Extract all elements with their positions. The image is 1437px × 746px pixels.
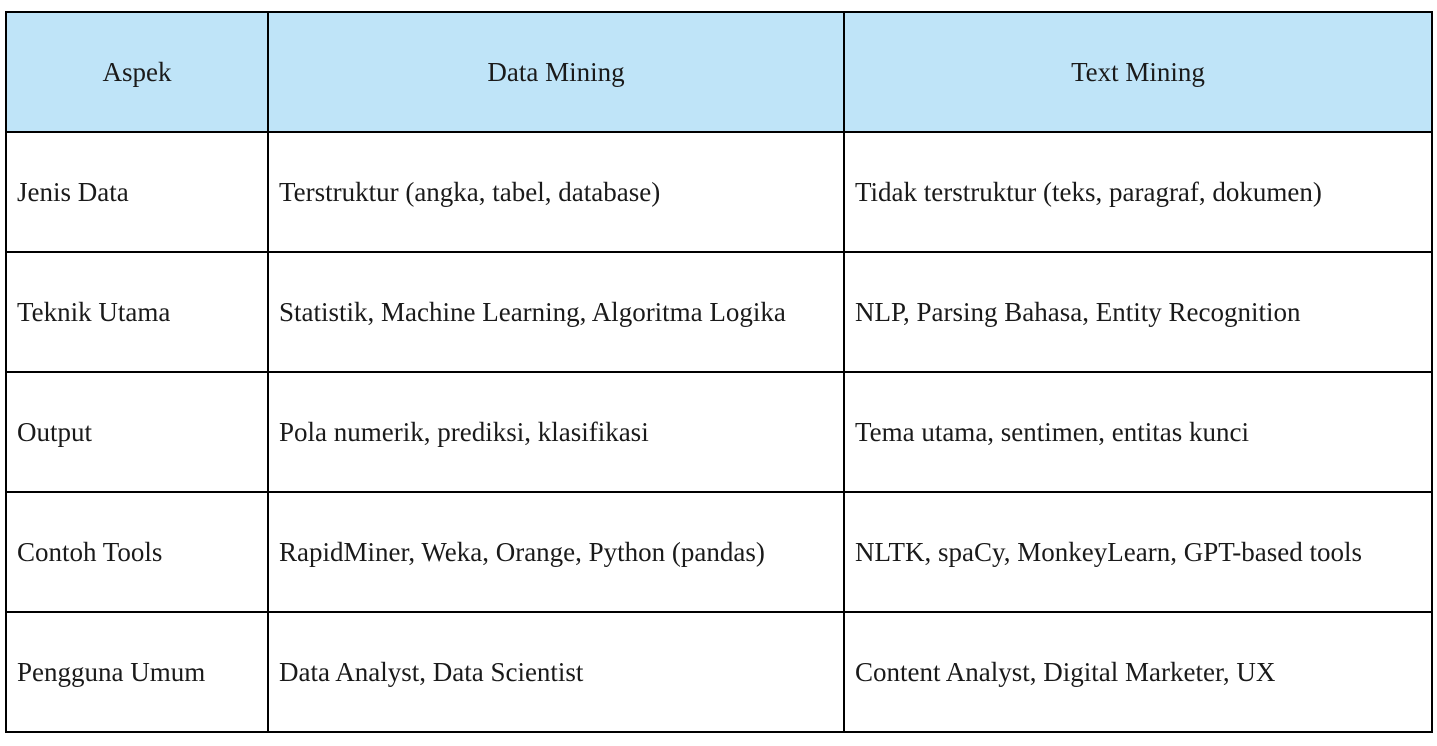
text-mining-cell: Content Analyst, Digital Marketer, UX: [844, 612, 1432, 732]
table-row: [6, 372, 1432, 492]
table-header-row: [6, 12, 1432, 132]
table-row: [6, 252, 1432, 372]
comparison-table-container: [5, 11, 1431, 733]
table-row: [6, 492, 1432, 612]
text-mining-cell: Tema utama, sentimen, entitas kunci: [844, 372, 1432, 492]
text-mining-cell: NLTK, spaCy, MonkeyLearn, GPT-based tools: [844, 492, 1432, 612]
data-mining-cell: Terstruktur (angka, tabel, database): [268, 132, 844, 252]
text-mining-cell: NLP, Parsing Bahasa, Entity Recognition: [844, 252, 1432, 372]
table-row: [6, 132, 1432, 252]
comparison-table: [5, 11, 1433, 733]
data-mining-cell: Pola numerik, prediksi, klasifikasi: [268, 372, 844, 492]
header-text-mining: Text Mining: [844, 12, 1432, 132]
row-aspect-cell: Output: [6, 372, 268, 492]
row-aspect-cell: Pengguna Umum: [6, 612, 268, 732]
data-mining-cell: Statistik, Machine Learning, Algoritma Logika: [268, 252, 844, 372]
text-mining-cell: Tidak terstruktur (teks, paragraf, dokumen): [844, 132, 1432, 252]
row-aspect-cell: Contoh Tools: [6, 492, 268, 612]
data-mining-cell: Data Analyst, Data Scientist: [268, 612, 844, 732]
row-aspect-cell: Jenis Data: [6, 132, 268, 252]
row-aspect-cell: Teknik Utama: [6, 252, 268, 372]
table-row: [6, 612, 1432, 732]
data-mining-cell: RapidMiner, Weka, Orange, Python (pandas): [268, 492, 844, 612]
header-aspek: Aspek: [6, 12, 268, 132]
header-data-mining: Data Mining: [268, 12, 844, 132]
